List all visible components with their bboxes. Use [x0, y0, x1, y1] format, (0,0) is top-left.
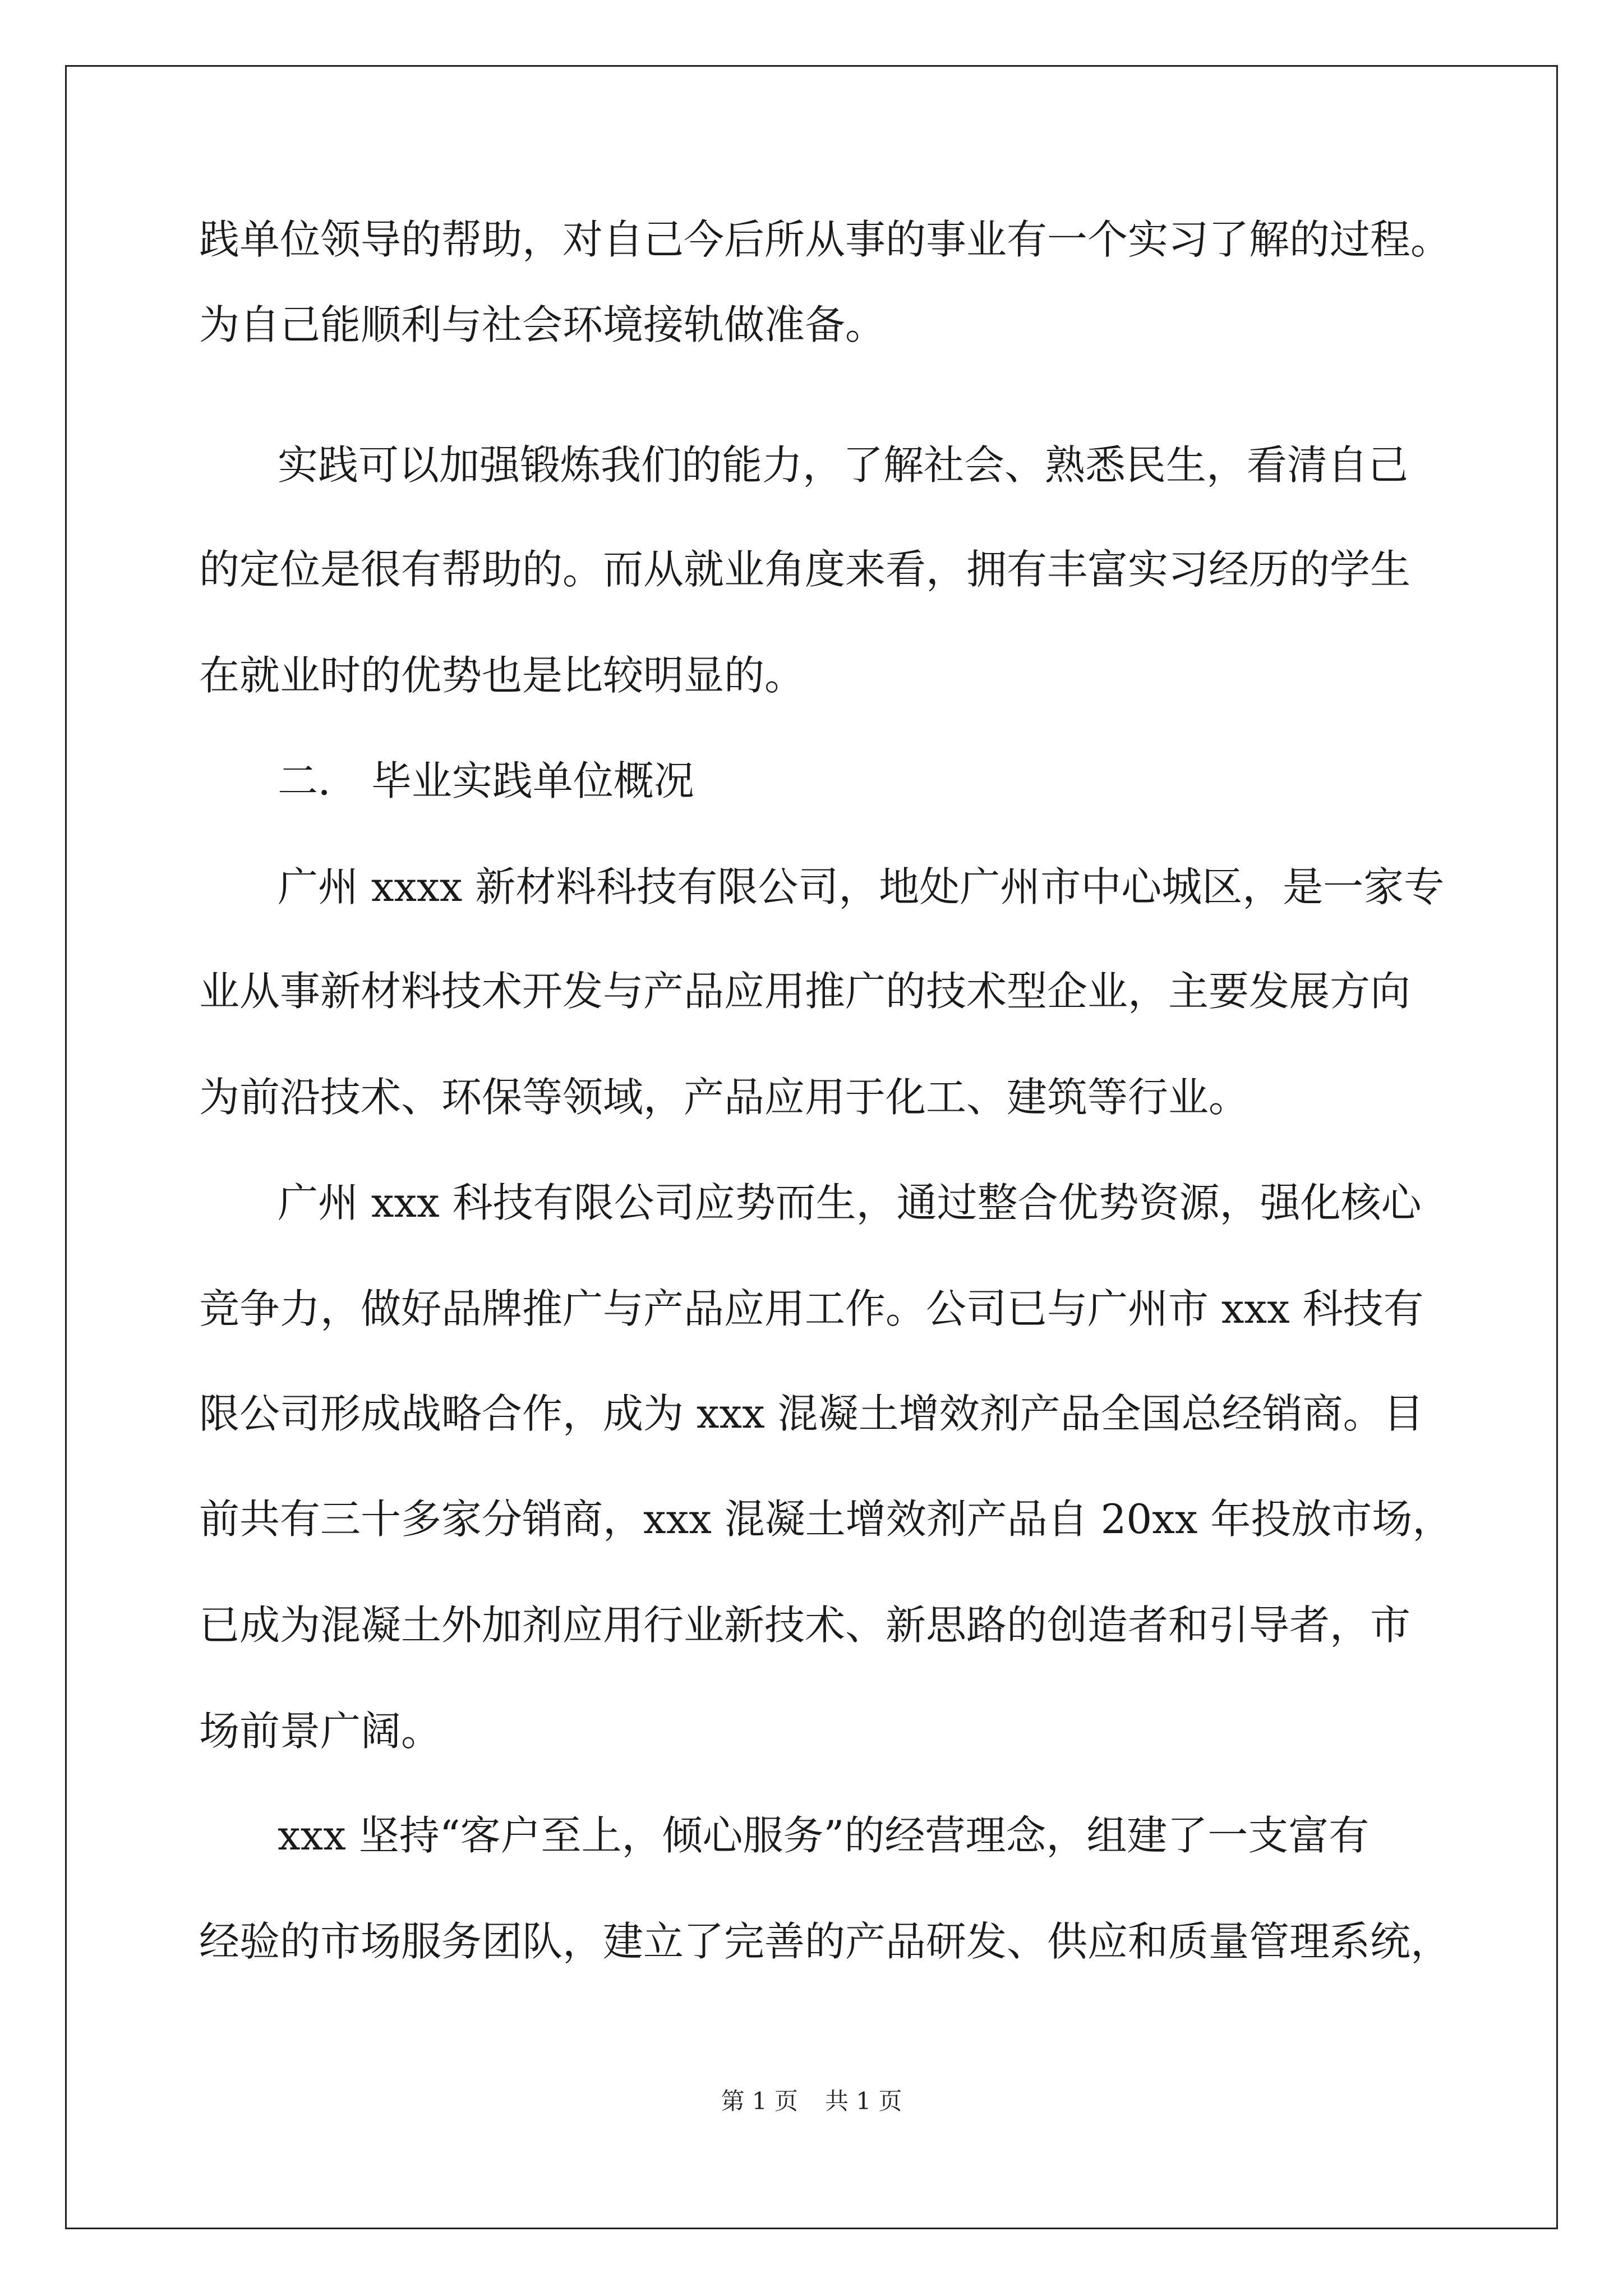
page-footer: [0, 2087, 1623, 2115]
text-line: 为自己能顺利与社会环境接轨做准备。: [199, 301, 886, 348]
text-line: xxx 坚持“客户至上，倾心服务”的经营理念，组建了一支富有: [278, 1812, 1370, 1859]
text-line: 经验的市场服务团队，建立了完善的产品研发、供应和质量管理系统，: [199, 1918, 1451, 1965]
text-line: 业从事新材料技术开发与产品应用推广的技术型企业，主要发展方向: [199, 968, 1411, 1015]
page-number: 第 1 页: [721, 2087, 798, 2115]
text-line: 的定位是很有帮助的。而从就业角度来看，拥有丰富实习经历的学生: [199, 546, 1411, 593]
text-line: 竞争力，做好品牌推广与产品应用工作。公司已与广州市 xxx 科技有: [199, 1285, 1424, 1332]
text-line: 限公司形成战略合作，成为 xxx 混凝土增效剂产品全国总经销商。目: [199, 1390, 1424, 1437]
text-line: 广州 xxxx 新材料科技有限公司，地处广州市中心城区，是一家专: [278, 863, 1445, 910]
text-line: 已成为混凝土外加剂应用行业新技术、新思路的创造者和引导者，市: [199, 1602, 1411, 1649]
text-line: 广州 xxx 科技有限公司应势而生，通过整合优势资源，强化核心: [278, 1179, 1422, 1226]
text-line: 实践可以加强锻炼我们的能力，了解社会、熟悉民生，看清自己: [278, 441, 1409, 489]
text-line: 在就业时的优势也是比较明显的。: [199, 652, 805, 699]
text-line: 前共有三十多家分销商，xxx 混凝土增效剂产品自 20xx 年投放市场，: [199, 1496, 1453, 1543]
page-total: 共 1 页: [825, 2087, 902, 2115]
text-line: 场前景广阔。: [199, 1708, 442, 1755]
section-heading: 二． 毕业实践单位概况: [278, 757, 694, 804]
page-frame: [65, 65, 1558, 2229]
text-line: 为前沿技术、环保等领域，产品应用于化工、建筑等行业。: [199, 1074, 1249, 1121]
text-line: 践单位领导的帮助，对自己今后所从事的事业有一个实习了解的过程。: [199, 216, 1451, 263]
